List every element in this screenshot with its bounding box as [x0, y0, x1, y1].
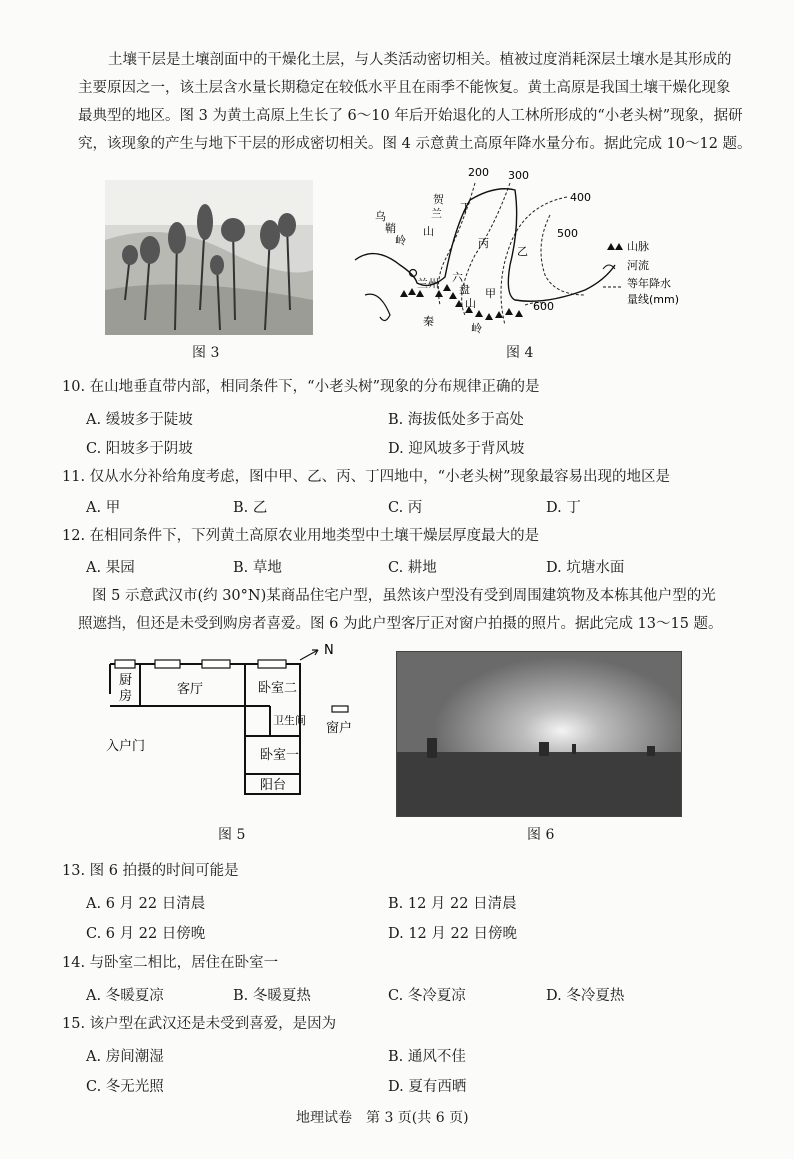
helanshan-char-1: 贺: [433, 193, 444, 206]
map-legend: [603, 240, 679, 306]
isoline-label-600: 600: [533, 300, 554, 313]
q15-option-c[interactable]: C. 冬无光照: [86, 1079, 164, 1095]
region-jia: 甲: [485, 287, 496, 300]
page-footer: 地理试卷 第 3 页(共 6 页): [296, 1110, 469, 1126]
region-ding: 丁: [460, 201, 471, 214]
liupanshan-char-3: 山: [465, 297, 476, 310]
q11-option-c[interactable]: C. 丙: [388, 500, 423, 516]
q10-option-d[interactable]: D. 迎风坡多于背风坡: [388, 441, 525, 457]
figure-6-photo: [396, 651, 682, 817]
figure-6-caption: 图 6: [527, 827, 555, 843]
legend-river-label: 河流: [627, 259, 649, 272]
bathroom-label: 卫生间: [273, 714, 306, 727]
legend-mountain-icon: [607, 243, 623, 250]
q14-option-d[interactable]: D. 冬冷夏热: [546, 988, 625, 1004]
q13-option-c[interactable]: C. 6 月 22 日傍晚: [86, 926, 206, 942]
window-kitchen: [115, 660, 135, 668]
window-living-1: [155, 660, 180, 668]
helanshan-char-3: 山: [423, 225, 434, 238]
q12-option-a[interactable]: A. 果园: [86, 560, 135, 576]
figure-3-caption: 图 3: [192, 345, 220, 361]
q14-option-a[interactable]: A. 冬暖夏凉: [86, 988, 164, 1004]
intro1-line1: 土壤干层是土壤剖面中的干燥化土层，与人类活动密切相关。植被过度消耗深层土壤水是其形成的: [108, 52, 732, 68]
q12-option-b[interactable]: B. 草地: [233, 560, 282, 576]
qinling-char-2: 岭: [471, 322, 482, 335]
qinling-char-1: 秦: [423, 315, 434, 328]
window-legend-symbol: [332, 706, 348, 712]
lanzhou-label: 兰州: [417, 277, 439, 290]
intro2-line2: 照遮挡，但还是未受到购房者喜爱。图 6 为此户型客厅正对窗户拍摄的照片。据此完成 13～15 题。: [78, 616, 723, 632]
window-legend-label: 窗户: [326, 721, 353, 736]
question-14-stem: 14. 与卧室二相比，居住在卧室一: [62, 955, 279, 971]
q11-option-b[interactable]: B. 乙: [233, 500, 268, 516]
legend-isoline-label-2: 量线(mm): [627, 293, 680, 306]
intro1-line2: 主要原因之一，该土层含水量长期稳定在较低水平且在雨季不能恢复。黄土高原是我国土壤干燥化现象: [78, 80, 731, 96]
figure-4-caption: 图 4: [506, 345, 534, 361]
q13-option-b[interactable]: B. 12 月 22 日清晨: [388, 896, 517, 912]
entrance-door-label: 入户门: [106, 739, 146, 754]
window-living-2: [202, 660, 230, 668]
bedroom-1-label: 卧室一: [260, 748, 300, 763]
q14-option-b[interactable]: B. 冬暖夏热: [233, 988, 311, 1004]
region-bing: 丙: [478, 237, 489, 250]
balcony-label: 阳台: [260, 778, 287, 793]
isoline-label-500: 500: [557, 227, 578, 240]
intro-paragraph-1: [78, 46, 758, 158]
q10-option-a[interactable]: A. 缓坡多于陡坡: [86, 412, 193, 428]
legend-isoline-label-1: 等年降水: [627, 277, 671, 290]
wushaoling-char-3: 岭: [395, 234, 406, 247]
question-12-stem: 12. 在相同条件下，下列黄土高原农业用地类型中土壤干燥层厚度最大的是: [62, 528, 540, 544]
q14-option-c[interactable]: C. 冬冷夏凉: [388, 988, 466, 1004]
q11-option-d[interactable]: D. 丁: [546, 500, 581, 516]
isoline-label-300: 300: [508, 169, 529, 182]
q11-option-a[interactable]: A. 甲: [86, 500, 121, 516]
liupanshan-char-1: 六: [452, 271, 463, 284]
helanshan-char-2: 兰: [431, 207, 442, 220]
q12-option-c[interactable]: C. 耕地: [388, 560, 437, 576]
wushaoling-char-2: 鞘: [385, 222, 396, 235]
kitchen-label-1: 厨: [119, 673, 133, 688]
sparse-trees-image: [105, 180, 313, 335]
q13-option-a[interactable]: A. 6 月 22 日清晨: [86, 896, 206, 912]
liupanshan-char-2: 盘: [459, 283, 470, 296]
isoline-label-200: 200: [468, 166, 489, 179]
intro2-line1: 图 5 示意武汉市(约 30°N)某商品住宅户型，虽然该户型没有受到周围建筑物及本栋其他户型的光: [92, 588, 716, 604]
isoline-label-400: 400: [570, 191, 591, 204]
question-15-stem: 15. 该户型在武汉还是未受到喜爱，是因为: [62, 1016, 337, 1032]
intro-paragraph-2: [78, 582, 768, 638]
kitchen-label-2: 房: [119, 689, 133, 704]
wushaoling-char-1: 乌: [375, 210, 386, 223]
figure-4-map: [345, 165, 680, 345]
region-yi: 乙: [517, 245, 528, 258]
north-label: N: [324, 643, 334, 658]
living-room-label: 客厅: [177, 682, 204, 697]
question-10-stem: 10. 在山地垂直带内部，相同条件下，“小老头树”现象的分布规律正确的是: [62, 379, 540, 395]
q15-option-b[interactable]: B. 通风不佳: [388, 1049, 466, 1065]
intro1-line3: 最典型的地区。图 3 为黄土高原上生长了 6～10 年后开始退化的人工林所形成的“小老头树”现象，据研: [78, 108, 743, 124]
q13-option-d[interactable]: D. 12 月 22 日傍晚: [388, 926, 518, 942]
figure-5-floorplan: [100, 644, 370, 819]
q10-option-b[interactable]: B. 海拔低处多于高处: [388, 412, 524, 428]
legend-mountain-label: 山脉: [627, 240, 649, 253]
sunset-skyline-image: [397, 652, 681, 816]
q10-option-c[interactable]: C. 阳坡多于阴坡: [86, 441, 193, 457]
bedroom-2-label: 卧室二: [258, 681, 298, 696]
figure-5-caption: 图 5: [218, 827, 246, 843]
question-11-stem: 11. 仅从水分补给角度考虑，图中甲、乙、丙、丁四地中，“小老头树”现象最容易出现的地区是: [62, 469, 670, 485]
q12-option-d[interactable]: D. 坑塘水面: [546, 560, 625, 576]
intro1-line4: 究，该现象的产生与地下干层的形成密切相关。图 4 示意黄土高原年降水量分布。据此完成 10～12 题。: [78, 136, 752, 152]
window-bed2: [258, 660, 286, 668]
q15-option-d[interactable]: D. 夏有西晒: [388, 1079, 467, 1095]
question-13-stem: 13. 图 6 拍摄的时间可能是: [62, 863, 239, 879]
figure-3-photo: [105, 180, 313, 335]
q15-option-a[interactable]: A. 房间潮湿: [86, 1049, 164, 1065]
